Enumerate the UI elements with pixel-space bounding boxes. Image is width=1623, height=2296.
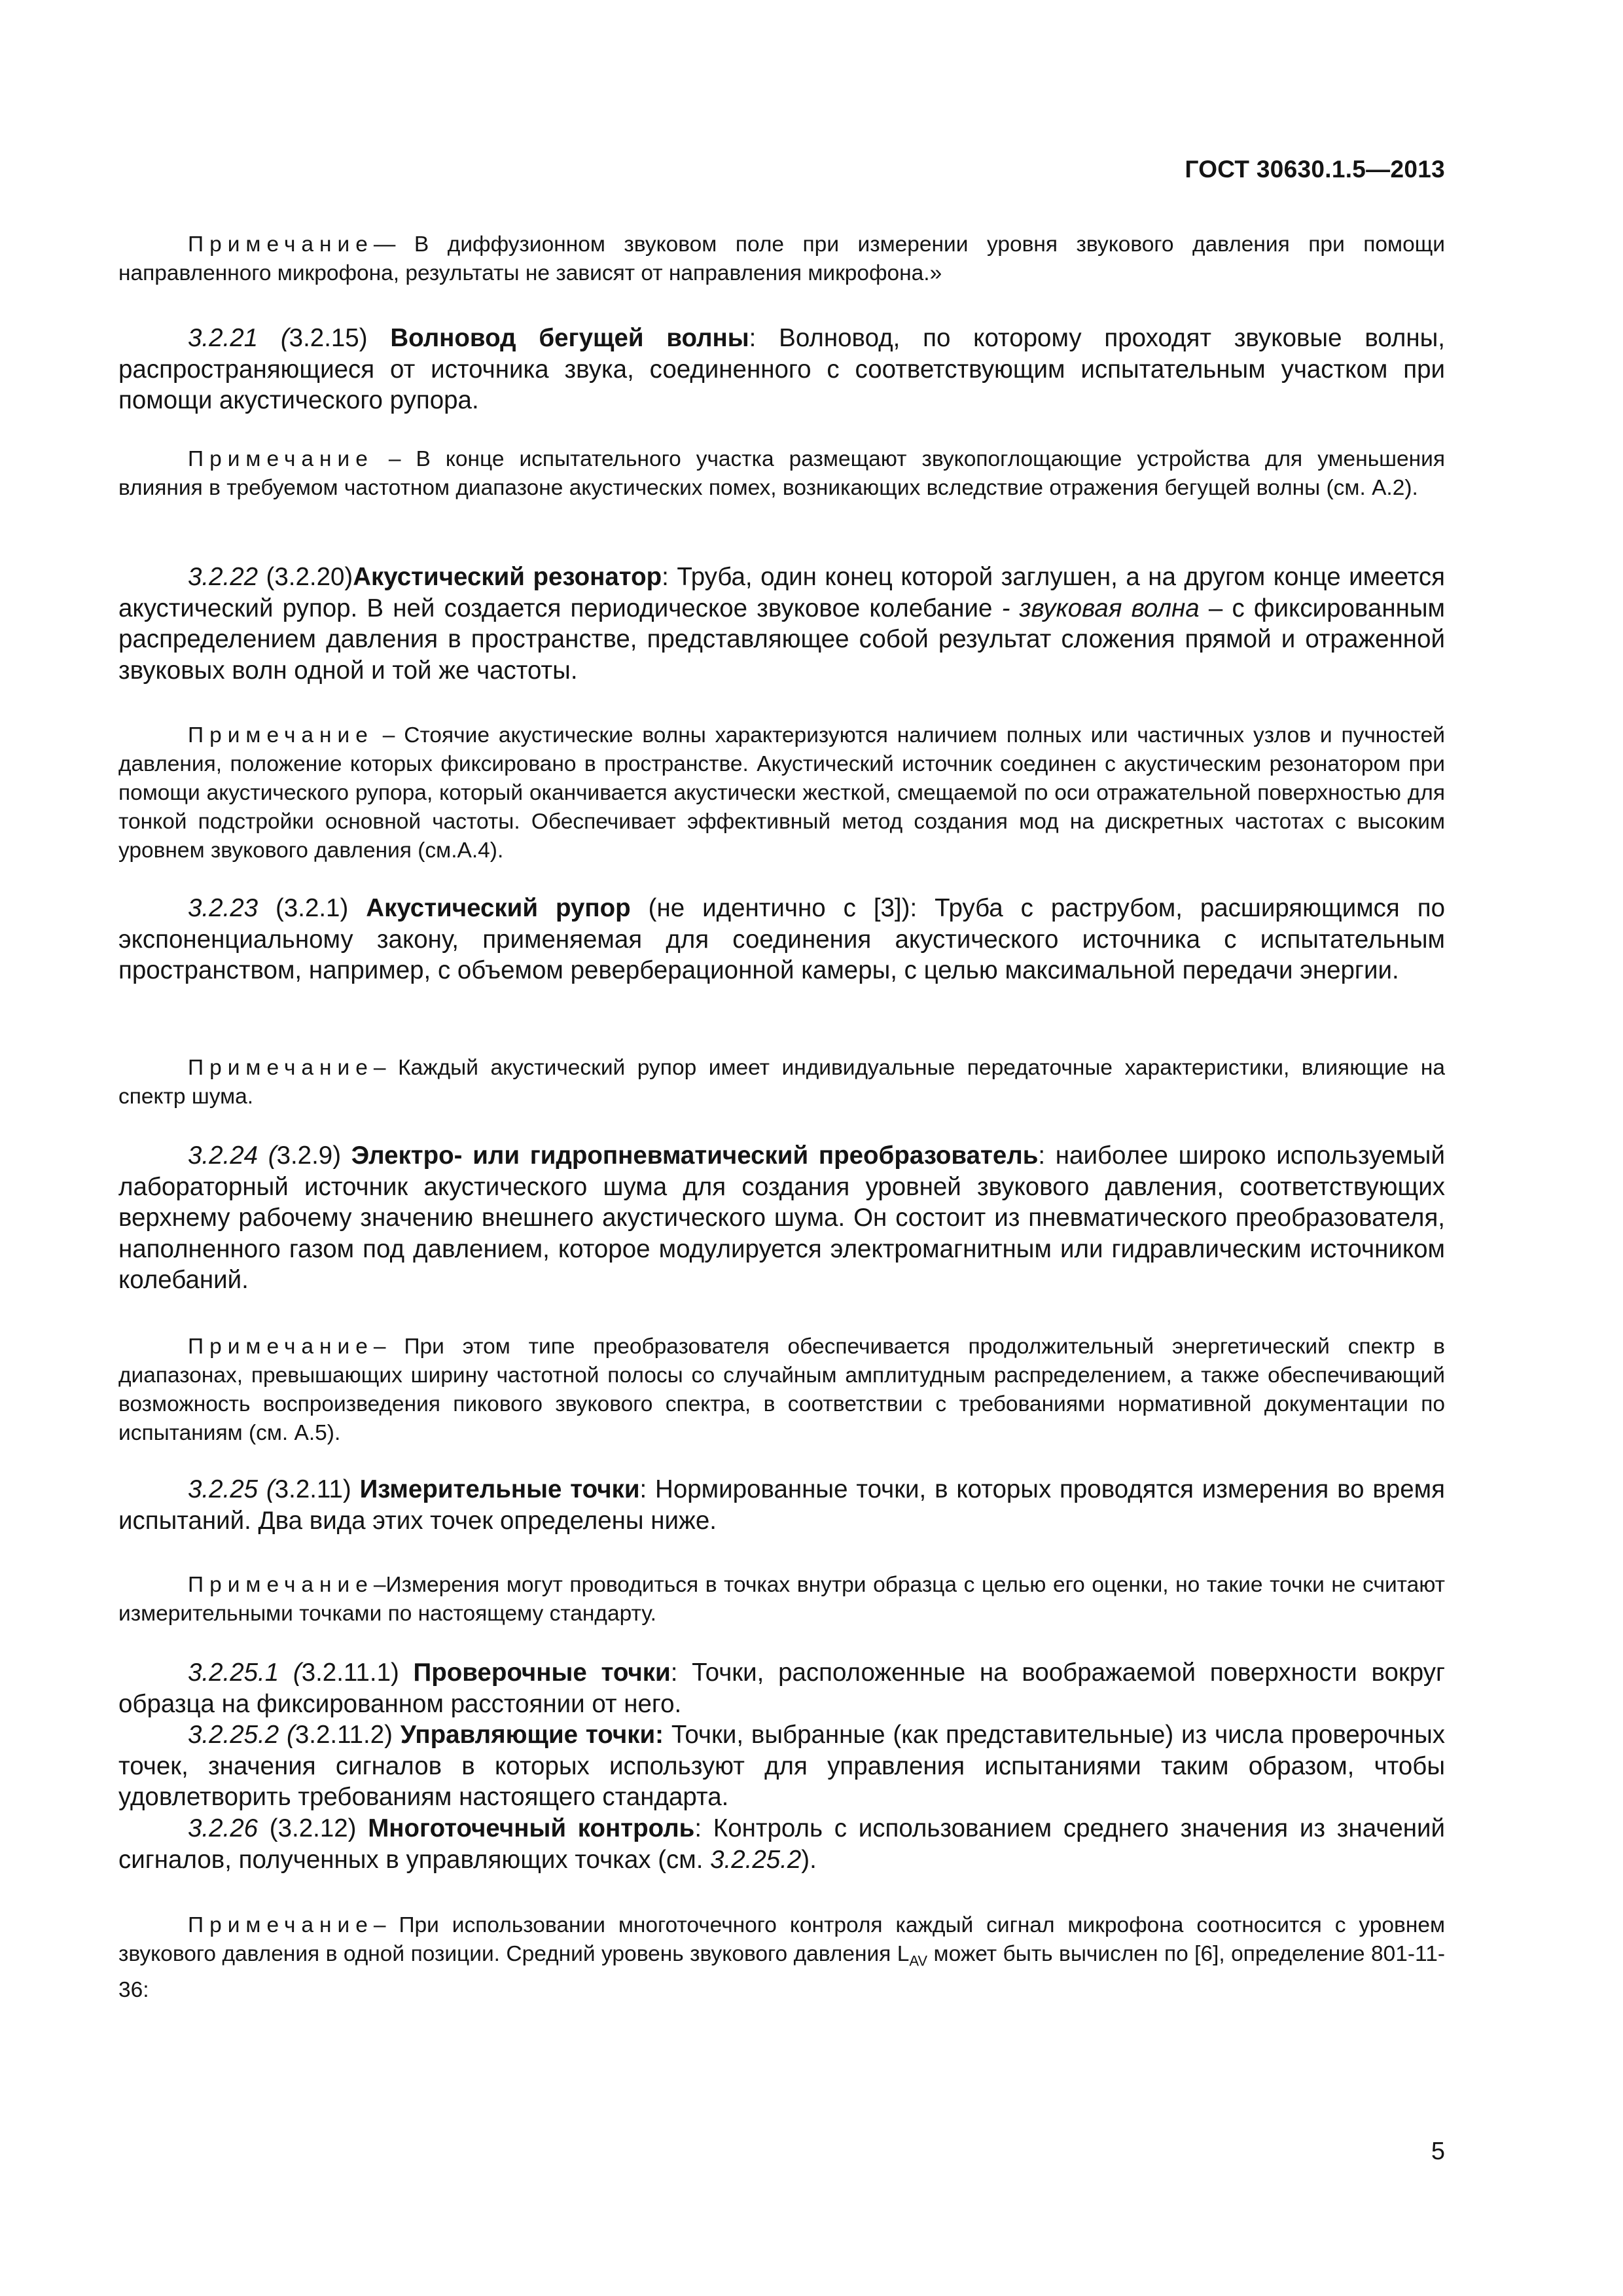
clause-reference: 3.2.9) (276, 1141, 351, 1170)
note-dash: – (373, 1056, 399, 1080)
term: Акустический рупор (366, 894, 631, 922)
clause-reference: 3.2.15) (289, 324, 391, 352)
note-text: Каждый акустический рупор имеет индивидуальные передаточные характеристики, влияющие на спектр шума. (118, 1056, 1445, 1109)
note-label: Примечание (188, 1056, 374, 1080)
term: Волновод бегущей волны (390, 324, 749, 352)
term: Измерительные точки (359, 1475, 640, 1503)
definition-text: : Контроль с использованием среднего значения из значений сигналов, полученных в управляющих точках (см. (118, 1814, 1446, 1874)
definition-text: : Труба, один конец которой заглушен, а на другом конце имеется акустический рупор. В ней создается периодическое звуковое колебание (118, 563, 1445, 622)
note-block (118, 445, 1445, 503)
emphasis-text: - звуковая волна (1001, 594, 1200, 622)
note-text: При этом типе преобразователя обеспечивается продолжительный энергетический спектр в диапазонах, превышающих ширину частотной полосы со случайным амплитудным распределением, а также обеспечивающий возможность воспроизведения пикового звукового спектра, в соответствии с требованиями нормативной документации по испытаниям (см. А.5). (118, 1335, 1445, 1445)
definition-text: Точки, выбранные (как представительные) из числа проверочных точек, значения сигналов в которых используют для управления испытаниями таким образом, чтобы удовлетворить требованиям настоящего стандарта. (118, 1721, 1445, 1811)
note-block (118, 1911, 1445, 2005)
note-block (118, 1571, 1445, 1628)
clause-number: 3.2.22 (188, 563, 259, 591)
definition-3-2-23 (118, 893, 1445, 986)
definition-3-2-24 (118, 1140, 1445, 1296)
note-dash: — (373, 232, 414, 257)
clause-reference: (3.2.1) (258, 894, 366, 922)
definition-text-cont: – с фиксированным распределением давления в пространстве, представляющее собой результат сложения прямой и отраженной звуковых волн одной и той же частоты. (118, 594, 1445, 685)
note-dash: – (373, 723, 404, 747)
note-text: Измерения могут проводиться в точках внутри образца с целью его оценки, но такие точки не считают измерительными точками по настоящему стандарту. (118, 1573, 1445, 1626)
note-block (118, 1333, 1445, 1448)
note-dash: – (373, 1573, 386, 1597)
note-label: Примечание (188, 1913, 374, 1937)
clause-number: 3.2.21 ( (188, 324, 289, 352)
clause-number: 3.2.24 ( (188, 1141, 277, 1170)
definition-3-2-25-2 (118, 1719, 1445, 1813)
note-text: Стоячие акустические волны характеризуются наличием полных или частичных узлов и пучностей давления, положение которых фиксировано в пространстве. Акустический источник соединен с акустическим резонатором при помощи акустического рупора, который оканчивается акустически жесткой, смещаемой по оси отражательной поверхностью для тонкой подстройки основной частоты. Обеспечивает эффективный метод создания мод на дискретных частотах с высоким уровнем звукового давления (см.А.4). (118, 723, 1445, 863)
definition-3-2-25 (118, 1474, 1445, 1536)
clause-number: 3.2.25.1 ( (188, 1659, 302, 1687)
cross-reference: 3.2.25.2 (710, 1845, 802, 1874)
term: Электро- или гидропневматический преобразователь (351, 1141, 1039, 1170)
note-text-cont: может быть вычислен по [6], определение 801-11-36: (118, 1942, 1445, 2002)
definition-3-2-22 (118, 562, 1445, 686)
clause-reference: 3.2.11.1) (301, 1659, 414, 1687)
definition-3-2-25-1 (118, 1657, 1445, 1719)
clause-number: 3.2.25.2 ( (188, 1721, 295, 1749)
note-text: В конце испытательного участка размещают звукопоглощающие устройства для уменьшения влияния в требуемом частотном диапазоне акустических помех, возникающих вследствие отражения бегущей волны (см. А.2). (118, 447, 1446, 500)
definition-3-2-26 (118, 1813, 1445, 1875)
definition-text-cont: ). (801, 1845, 817, 1874)
note-dash: – (373, 1913, 399, 1937)
clause-reference: 3.2.11.2) (294, 1721, 401, 1749)
note-block (118, 230, 1445, 288)
note-text: При использовании многоточечного контроля каждый сигнал микрофона соотносится с уровнем звукового давления в одной позиции. Средний уровень звукового давления L (118, 1913, 1445, 1966)
definition-text: : Точки, расположенные на воображаемой поверхности вокруг образца на фиксированном расстоянии от него. (118, 1659, 1445, 1718)
definition-3-2-21 (118, 323, 1445, 416)
term: Проверочные точки (413, 1659, 671, 1687)
clause-number: 3.2.25 ( (188, 1475, 275, 1503)
definition-text: : Нормированные точки, в которых проводятся измерения во время испытаний. Два вида этих точек определены ниже. (118, 1475, 1445, 1535)
note-text: В диффузионном звуковом поле при измерении уровня звукового давления при помощи направленного микрофона, результаты не зависят от направления микрофона.» (118, 232, 1445, 285)
term: Управляющие точки: (400, 1721, 664, 1749)
note-block (118, 1054, 1445, 1111)
note-label: Примечание (188, 723, 374, 747)
term: Акустический резонатор (353, 563, 662, 591)
note-label: Примечание (188, 1335, 374, 1359)
note-block (118, 721, 1445, 865)
clause-reference: 3.2.11) (274, 1475, 360, 1503)
subscript: AV (909, 1952, 928, 1969)
note-label: Примечание (188, 447, 374, 471)
clause-number: 3.2.26 (188, 1814, 259, 1842)
note-dash: – (373, 1335, 404, 1359)
clause-reference: (3.2.12) (258, 1814, 368, 1842)
definition-text: : Волновод, по которому проходят звуковые волны, распространяющиеся от источника звука, соединенного с соответствующим испытательным участком при помощи акустического рупора. (118, 324, 1445, 414)
term: Многоточечный контроль (368, 1814, 695, 1842)
definition-text: (не идентично с [3]): Труба с раструбом, расширяющимся по экспоненциальному закону, применяемая для соединения акустического источника с испытательным пространством, например, с объемом реверберационной камеры, с целью максимальной передачи энергии. (118, 894, 1446, 984)
page-number: 5 (1431, 2138, 1445, 2165)
note-dash: – (373, 447, 416, 471)
note-label: Примечание (188, 1573, 374, 1597)
clause-reference: (3.2.20) (258, 563, 353, 591)
clause-number: 3.2.23 (188, 894, 259, 922)
definition-text: : наиболее широко используемый лабораторный источник акустического шума для создания уровней звукового давления, соответствующих верхнему рабочему значению внешнего акустического шума. Он состоит из пневматического преобразователя, наполненного газом под давлением, которое модулируется электромагнитным или гидравлическим источником колебаний. (118, 1141, 1445, 1294)
standard-header: ГОСТ 30630.1.5—2013 (1185, 156, 1445, 183)
note-label: Примечание (188, 232, 374, 257)
